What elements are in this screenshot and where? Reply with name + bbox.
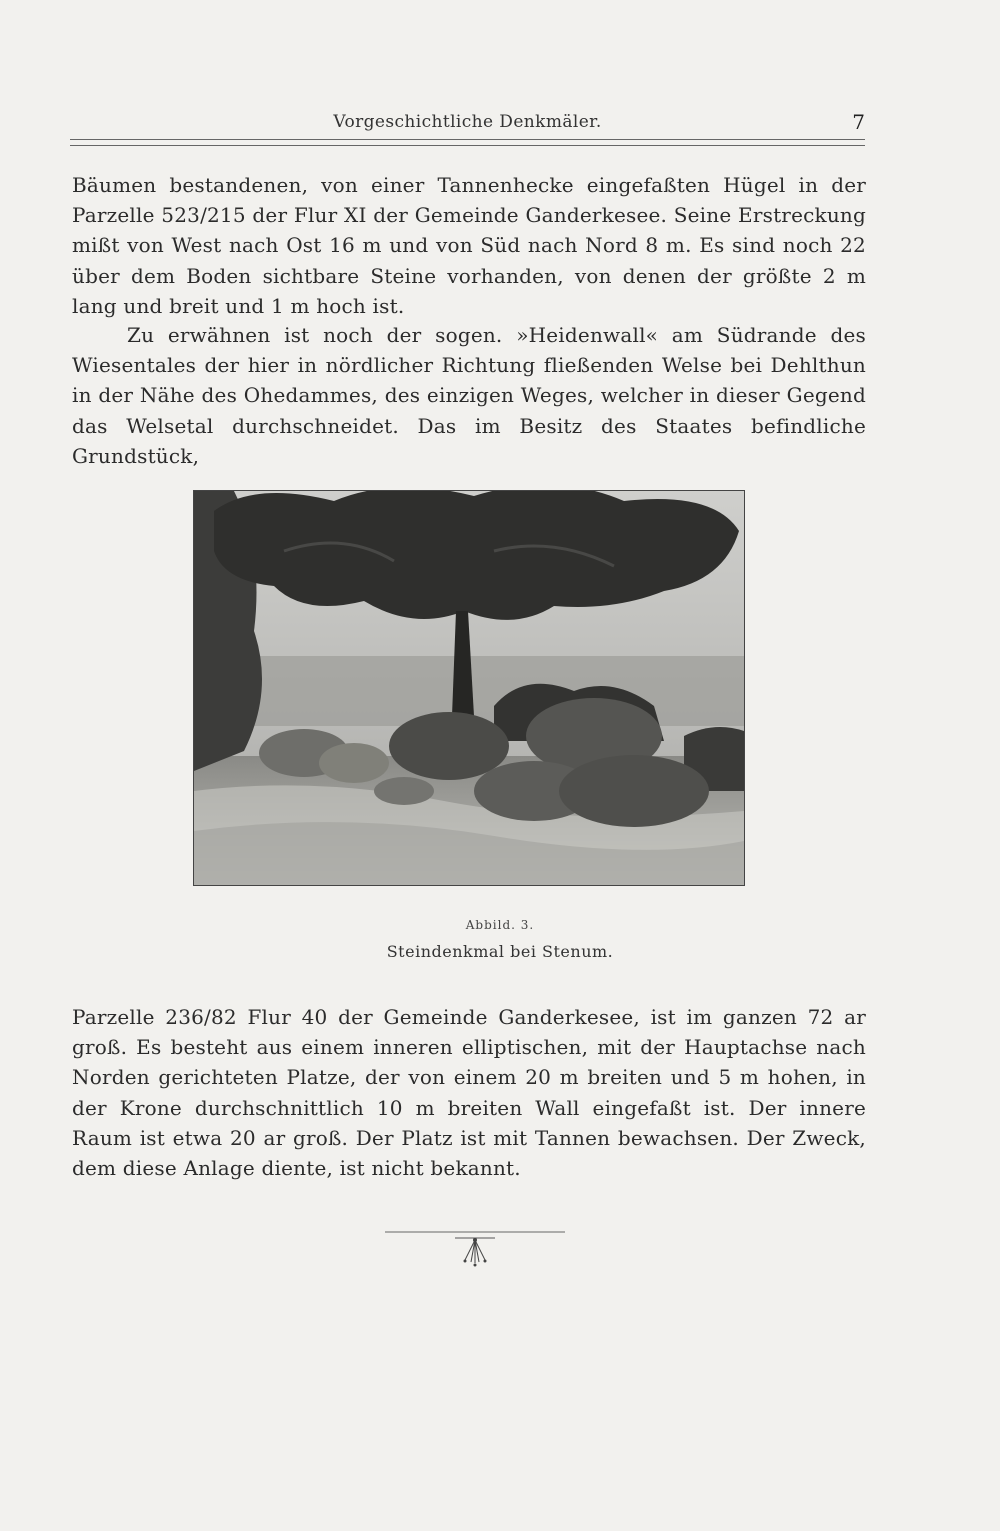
paragraph-3: Parzelle 236/82 Flur 40 der Gemeinde Ganderkesee, ist im ganzen 72 ar groß. Es besteht aus einem inneren elliptischen, mit der Hauptachse nach Norden gerichteten Platze, der von einem 20 m breiten und 5 m hohen, in der Krone durchschnittlich 10 m breiten Wall eingefaßt ist. Der innere Raum ist etwa 20 ar groß. Der Platz ist mit Tannen bewachsen. Der Zweck, dem diese Anlage diente, ist nicht bekannt. [72, 1005, 866, 1181]
stone [559, 755, 709, 827]
photo-illustration [194, 491, 744, 885]
stone [389, 712, 509, 780]
paragraph-2: Zu erwähnen ist noch der sogen. »Heidenwall« am Südrande des Wiesentales der hier in nördlicher Richtung fließenden Welse bei Dehlthun in der Nähe des Ohedammes, des einzigen Weges, welcher in dieser Gegend das Welsetal durchschneidet. Das im Besitz des Staates befindliche Grundstück, [72, 323, 866, 468]
running-title: Vorgeschichtliche Denkmäler. [333, 112, 602, 132]
running-header [70, 112, 865, 138]
figure-caption: Steindenkmal bei Stenum. [386, 942, 614, 961]
header-double-rule [70, 139, 865, 146]
paragraph-1: Bäumen bestandenen, von einer Tannenhecke eingefaßten Hügel in der Parzelle 523/215 der Flur XI der Gemeinde Ganderkesee. Seine Erstreckung mißt von West nach Ost 16 m und von Süd nach Nord 8 m. Es sind noch 22 über dem Boden sichtbare Steine vorhanden, von denen der größte 2 m lang und breit und 1 m hoch ist. [72, 173, 866, 318]
stone [374, 777, 434, 805]
photograph-stone-monument [193, 490, 745, 886]
figure-label: Abbild. 3. [465, 918, 535, 932]
stone [319, 743, 389, 783]
page-number: 7 [852, 110, 865, 134]
ornament-divider [385, 1222, 565, 1270]
